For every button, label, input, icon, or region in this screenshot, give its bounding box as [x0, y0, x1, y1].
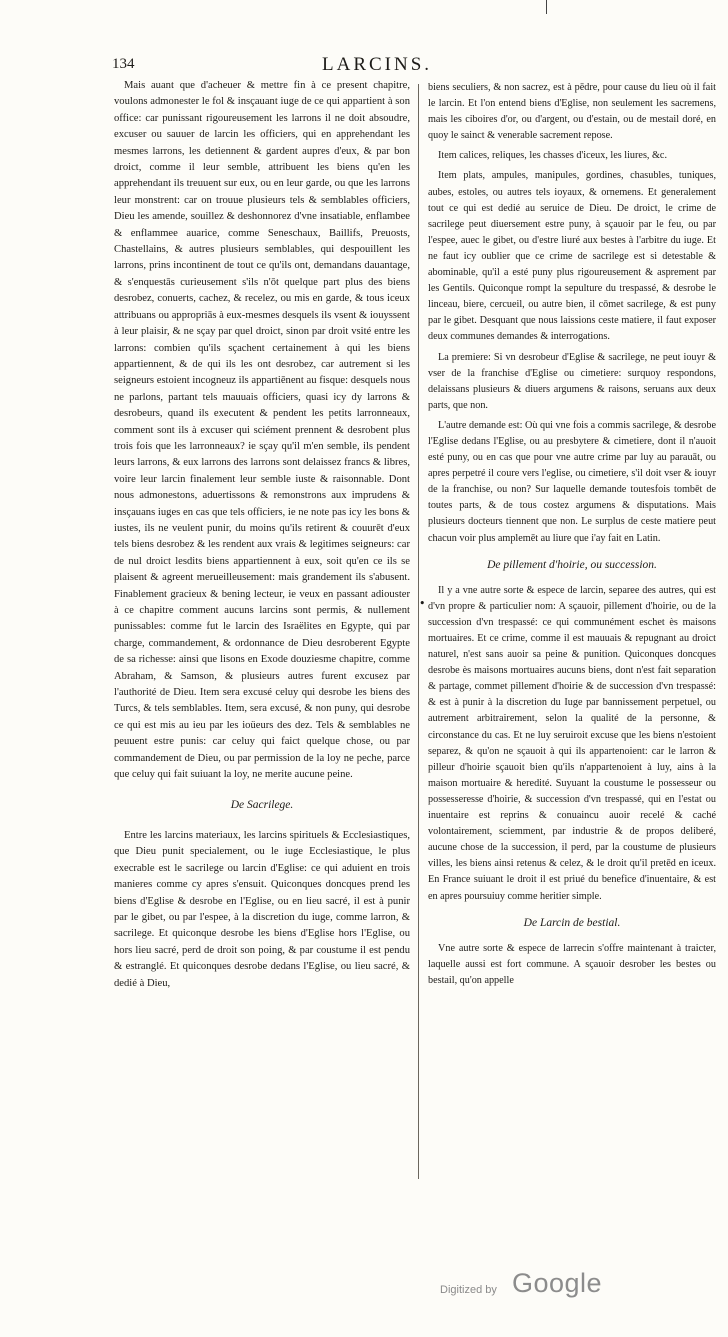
section-heading-bestial: De Larcin de bestial.: [523, 916, 621, 929]
watermark-brand: Google: [512, 1268, 603, 1298]
corner-mark: [546, 0, 547, 14]
column-divider: [418, 84, 419, 1179]
section-heading-pillement: De pillement d'hoirie, ou succession.: [487, 558, 657, 571]
left-column: [114, 78, 410, 992]
right-paragraph-2: Item calices, reliques, les chasses d'iceux, les liures, &c.: [438, 150, 667, 162]
right-paragraph-7: Vne autre sorte & espece de larrecin s'offre maintenant à traicter, laquelle aussi est fort commune. A sçauoir desrober les bestes ou bestail, qu'on appelle: [428, 942, 716, 986]
right-paragraph-3: Item plats, ampules, manipules, gordines, chasubles, tuniques, aubes, estoles, ou autres tels ioyaux, & ornemens. Et generalement tout ce qui est dedié au seruice de Dieu. De droict, le crime de sacrilege peut diuersement estre puny, à sçauoir par le feu, ou par l'espee, auec le gibet, ou d'estre liuré aux bestes à l'arbitre du iuge. Et ne faut icy oublier que ce crime de sacrilege est si detestable & abominable, qu'il a esté puny plus rigoureusement & asprement par les Gentils. Quiconque rompt la sepulture du trespassé, & desrobe le linceau, biere, cercueil, ou autre bien, il cōmet sacrilege, & est puny par le gibet. Desquant que nous laissions ceste matiere, il faut exposer deux communes demandes & interrogations.: [428, 170, 716, 343]
watermark-prefix: Digitized by: [440, 1284, 497, 1296]
left-paragraph-1: Mais auant que d'acheuer & mettre fin à ce present chapitre, voulons admonester le fol & insçauant iuge de ce qui appartient à son office: car punissant rigoureusement les larrons il ne doit absoudre, excuser ou sauuer de larcin les officiers, qui en apprehendant les mesmes larrons, les detiennent & gardent aupres d'eux, & par bon droict, comme il leur semble, attribuent les biens qu'en les apprehendant ils treuuent sur eux, ou en leur garde, ou que les larrons leur monstrent: car on trouue plusieurs tels & semblables officiers, Dieu les amende, souillez & deshonnorez d'vne insatiable, enflambee & enflammee auarice, comme Seneschaux, Baillifs, Preuosts, Chastellains, & autres plusieurs semblables, qui despouillent les larrons, prins incontinent de tout ce qu'ils ont, demandans dauantage, & s'enquestās curieusement s'ils n'ōt quelque part plus des biens desrobez, conuerts, cachez, & recelez, ou mis en garde, & tous iceux attribuans ou appropriās à eux-mesmes desquels ils vsent & iouyssent à leur plaisir, & ne sçay par quel droict, sinon par droit vsité entre les larrons: combien qu'ils sçachent certainement à qui les biens appartiennent, & de qui ils les ont desrobez, car autrement si les seigneurs estoient incogneuz ils appartiēnent au fisque: desquels nous ne parlons, partant tels mauuais officiers, quasi icy dy larrons & desrobeurs, quand ils executent & pendent les petits larronneaux, comment sont ils à excuser qui sciément prennent & desrobent plus trois fois que les larronneaux? ie sçay qu'il m'en semble, ils pendent leurs larrons, & eux larrons des larrons sont delaissez francs & libres, voire leur larcin finalement leur semble iuste & raisonnable. Dont nous admonestons, aduertissons & remonstrons aux imprudens & insçauans iuges en cas que tels officiers, ie ne note pas icy les bons & iustes, ils ne veulent punir, du moins qu'ils retirent & couurēt d'eux tels biens desrobez & les rendent aux vrais & legitimes seigneurs: car de nul droict lesdits biens appartiennent à eux, soit qu'en ce ils se plaisent & agreent merueilleusement: mais grandement ils s'abusent. Finablement gracieux & bening lecteur, ie veux en passant adiouster à ce chapitre comment aucuns larcins sont permis, & nullement punissables: comme fut le larcin des Israëlites en Egypte, qui par charge, commandement, & ordonnance de Dieu desroberent Egypte de sa richesse: ainsi que lisons en Exode douziesme chapitre, comme Abraham, & Samson, & plusieurs autres furent excusez par l'authorité de Dieu. Item sera excusé celuy qui desrobe les biens des Turcs, & tels semblables. Item, sera excusé, & non puny, qui desrobe ce qui est mis au ieu par les ioüeurs des dez. Tels & semblables ne peuuent estre punis: car celuy qui faict quelque chose, ou par commandement de Dieu, ou par permission de la loy ne peche, parce que celuy qui fait suiuant la loy, ne merite aucune peine.: [114, 80, 410, 781]
right-paragraph-5: L'autre demande est: Où qui vne fois a commis sacrilege, & desrobe l'Eglise dedans l'Eglise, ou au presbytere & cimetiere, dont il n'auoit esté puny, ou en cas que pour vne autre crime par luy au parauāt, ou apres perpetré il coure vers l'eglise, ou cimetiere, s'il doit vser & iouyr de la franchise, ou non? Sur laquelle demande toutesfois tombēt de toutes parts, & de tous costez argumens & disputations. Mais plusieurs docteurs tiennent que non. Le surplus de ceste matiere peut chacun voir plus amplemēt au liure que i'ay fait en Latin.: [428, 419, 716, 544]
right-paragraph-6: Il y a vne autre sorte & espece de larcin, separee des autres, qui est d'vn propre & particulier nom: A sçauoir, pillement d'hoirie, ou de la succession d'vn trespassé: ce qui communément eschet ès maisons mortuaires. Et ce crime, comme il est mauuais & repugnant au droict naturel, n'est sans auoir sa peine & punition. Quiconques doncques desrobe ès maisons mortuaires aucuns biens, dont n'est fait separation & partage, commet pillement d'hoirie & de succession d'vn trespassé: & est à punir à la discretion du Iuge par bannissement perpetuel, ou autrement arbitrairement, selon la qualité de la personne, & circonstance du cas. Et ne luy seruiroit excuse que les biens n'estoient separez, & qu'on ne sçauoit à qui ils appartenoient: car le larron & pilleur d'hoirie sçauoit bien qu'ils n'appartenoient à luy, ains à la maison mortuaire & heredité. Suyuant la coustume le possesseur ou possesseresse d'hoirie, & succession d'vn trespassé, qui en l'estat ou inuentaire est reprins & conuaincu auoir recelé & caché volontairement, sciemment, par industrie & de propos deliberé, aucune chose de la succession, il perd, par la coustume de plusieurs villes, les biens ainsi retenus & celez, & le droit qu'il pretēd en iceux. En France suiuant le droit il est priué du benefice d'inuentaire, & est en apres poursuiuy comme heritier simple.: [428, 584, 716, 902]
page-number: 134: [112, 56, 135, 72]
running-head: LARCINS.: [322, 54, 433, 75]
right-column: [428, 80, 716, 989]
page-header: [0, 54, 728, 78]
margin-mark: •: [419, 597, 426, 610]
right-paragraph-1: biens seculiers, & non sacrez, est à pēdre, pour cause du lieu où il fait le larcin. Et l'on entend biens d'Eglise, non seulement les sacremens, mais les ciboires d'or, ou d'argent, ou d'estain, ou de mestail doré, en quoy le sainct & venerable sacrement repose.: [428, 82, 716, 142]
right-paragraph-4: La premiere: Si vn desrobeur d'Eglise & sacrilege, ne peut iouyr & vser de la franchise d'Eglise ou cimetiere: surquoy respondons, delaissans plusieurs & diuers argumens & raisons, seruans aux deux parts, que non.: [428, 351, 716, 411]
section-heading-sacrilege: De Sacrilege.: [230, 799, 294, 812]
left-paragraph-2: Entre les larcins materiaux, les larcins spirituels & Ecclesiastiques, que Dieu punit specialement, ou le iuge Ecclesiastique, le plus execrable est le sacrilege ou larcin d'Eglise: ce qui aduient en trois manieres comme cy apres s'ensuit. Quiconques doncques prend les biens d'Eglise & desrobe en l'Eglise, ou en lieu sacré, il est à punir par le gibet, ou par l'espee, à la discretion du iuge, comme larron, & sacrilege. Et quiconque desrobe les biens d'Eglise hors l'Eglise, ou hors lieu sacré, perd de droit son poing, & par coustume il est pendu & estranglé. Et quiconques desrobe dedans l'Eglise, ou lieu sacré, & dedié à Dieu,: [114, 829, 410, 989]
digitization-watermark: [440, 1266, 620, 1306]
